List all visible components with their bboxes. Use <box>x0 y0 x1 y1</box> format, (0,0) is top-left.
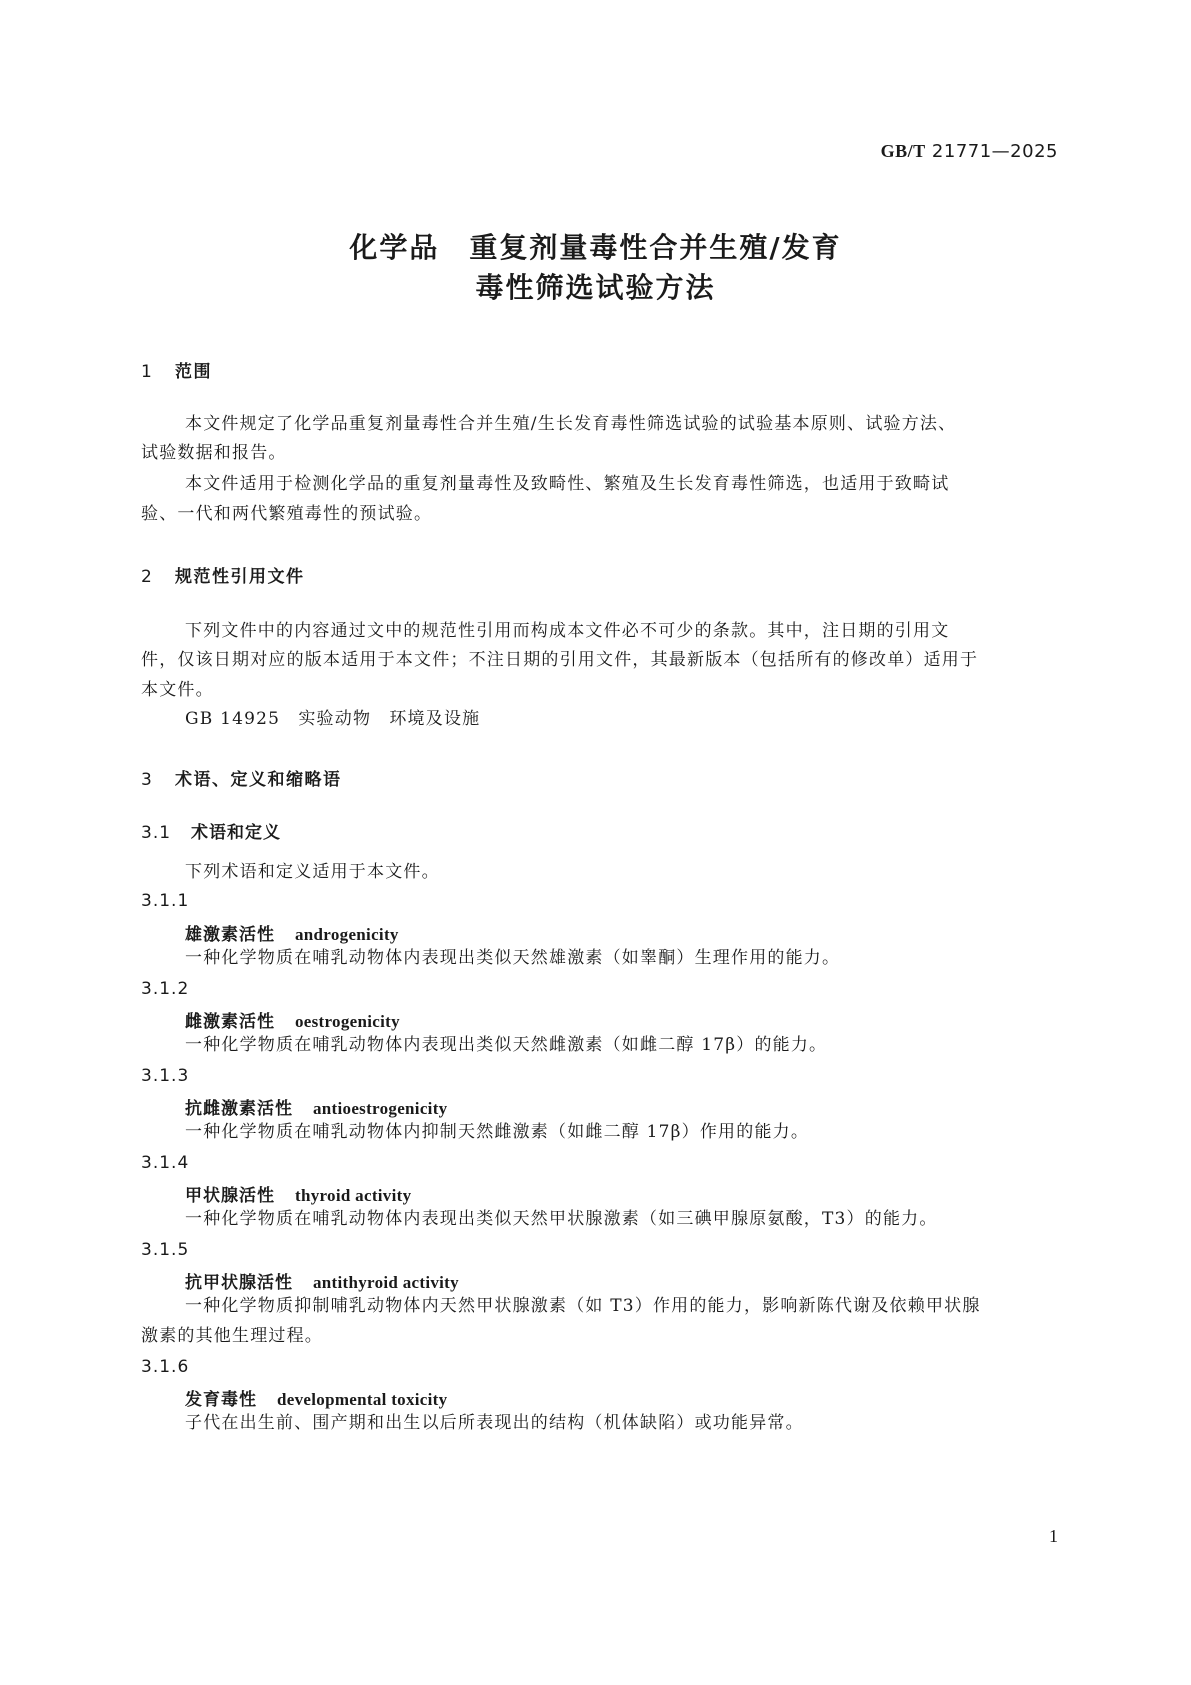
term-english: antioestrogenicity <box>313 1099 448 1118</box>
term-definition: 一种化学物质在哺乳动物体内表现出类似天然雌激素（如雌二醇 17β）的能力。 <box>185 1035 828 1055</box>
term-heading <box>185 1385 447 1410</box>
section-3-1-heading <box>141 818 281 843</box>
term-heading <box>185 1268 459 1293</box>
term-chinese: 甲状腺活性 <box>185 1186 275 1206</box>
page-number: 1 <box>1049 1526 1058 1546</box>
section-number: 2 <box>141 567 154 587</box>
term-number: 3.1.2 <box>141 979 190 999</box>
term-definition: 一种化学物质在哺乳动物体内抑制天然雌激素（如雌二醇 17β）作用的能力。 <box>185 1122 810 1142</box>
normative-paragraph-line-3: 本文件。 <box>141 680 214 700</box>
normative-reference: GB 14925 实验动物 环境及设施 <box>185 709 481 729</box>
term-definition-line-2: 激素的其他生理过程。 <box>141 1326 323 1346</box>
document-title-line-2: 毒性筛选试验方法 <box>475 271 716 304</box>
term-chinese: 发育毒性 <box>185 1390 257 1410</box>
term-number: 3.1.5 <box>141 1240 190 1260</box>
section-number: 1 <box>141 362 154 382</box>
document-title-line-1: 化学品 重复剂量毒性合并生殖/发育 <box>349 231 842 264</box>
standard-code: 21771—2025 <box>931 141 1058 162</box>
term-number: 3.1.4 <box>141 1153 190 1173</box>
section-title: 范围 <box>175 362 212 382</box>
term-heading <box>185 1094 447 1119</box>
scope-paragraph-2-line-2: 验、一代和两代繁殖毒性的预试验。 <box>141 504 433 524</box>
term-number: 3.1.6 <box>141 1357 190 1377</box>
section-title: 规范性引用文件 <box>175 567 305 587</box>
term-heading <box>185 1007 400 1032</box>
section-3-heading <box>141 765 342 790</box>
term-chinese: 雌激素活性 <box>185 1012 275 1032</box>
standard-number <box>881 141 1058 162</box>
scope-paragraph-1-line-1: 本文件规定了化学品重复剂量毒性合并生殖/生长发育毒性筛选试验的试验基本原则、试验方法、 <box>185 414 957 434</box>
term-number: 3.1.3 <box>141 1066 190 1086</box>
section-title: 术语、定义和缩略语 <box>175 770 342 790</box>
term-chinese: 雄激素活性 <box>185 925 275 945</box>
term-chinese: 抗雌激素活性 <box>185 1099 293 1119</box>
section-number: 3 <box>141 770 154 790</box>
standard-prefix: GB/T <box>880 141 926 161</box>
section-number: 3.1 <box>141 823 172 843</box>
normative-paragraph-line-1: 下列文件中的内容通过文中的规范性引用而构成本文件必不可少的条款。其中，注日期的引用文 <box>185 621 950 641</box>
section-2-heading <box>141 562 305 587</box>
term-english: androgenicity <box>295 925 399 944</box>
scope-paragraph-1-line-2: 试验数据和报告。 <box>141 443 287 463</box>
scope-paragraph-2-line-1: 本文件适用于检测化学品的重复剂量毒性及致畸性、繁殖及生长发育毒性筛选，也适用于致畸试 <box>185 474 950 494</box>
term-heading <box>185 1181 411 1206</box>
term-english: antithyroid activity <box>313 1273 459 1292</box>
term-definition: 子代在出生前、围产期和出生以后所表现出的结构（机体缺陷）或功能异常。 <box>185 1413 804 1433</box>
term-english: thyroid activity <box>295 1186 412 1205</box>
term-english: developmental toxicity <box>277 1390 448 1409</box>
term-english: oestrogenicity <box>295 1012 400 1031</box>
section-title: 术语和定义 <box>191 823 281 843</box>
term-definition-line-1: 一种化学物质抑制哺乳动物体内天然甲状腺激素（如 T3）作用的能力，影响新陈代谢及依赖甲状腺 <box>185 1296 981 1316</box>
normative-paragraph-line-2: 件，仅该日期对应的版本适用于本文件；不注日期的引用文件，其最新版本（包括所有的修改单）适用于 <box>141 650 979 670</box>
section-1-heading <box>141 357 212 382</box>
term-definition: 一种化学物质在哺乳动物体内表现出类似天然雄激素（如睾酮）生理作用的能力。 <box>185 948 841 968</box>
term-heading <box>185 920 399 945</box>
term-definition: 一种化学物质在哺乳动物体内表现出类似天然甲状腺激素（如三碘甲腺原氨酸，T3）的能力。 <box>185 1209 938 1229</box>
terms-intro: 下列术语和定义适用于本文件。 <box>185 862 440 882</box>
term-number: 3.1.1 <box>141 891 190 911</box>
term-chinese: 抗甲状腺活性 <box>185 1273 293 1293</box>
